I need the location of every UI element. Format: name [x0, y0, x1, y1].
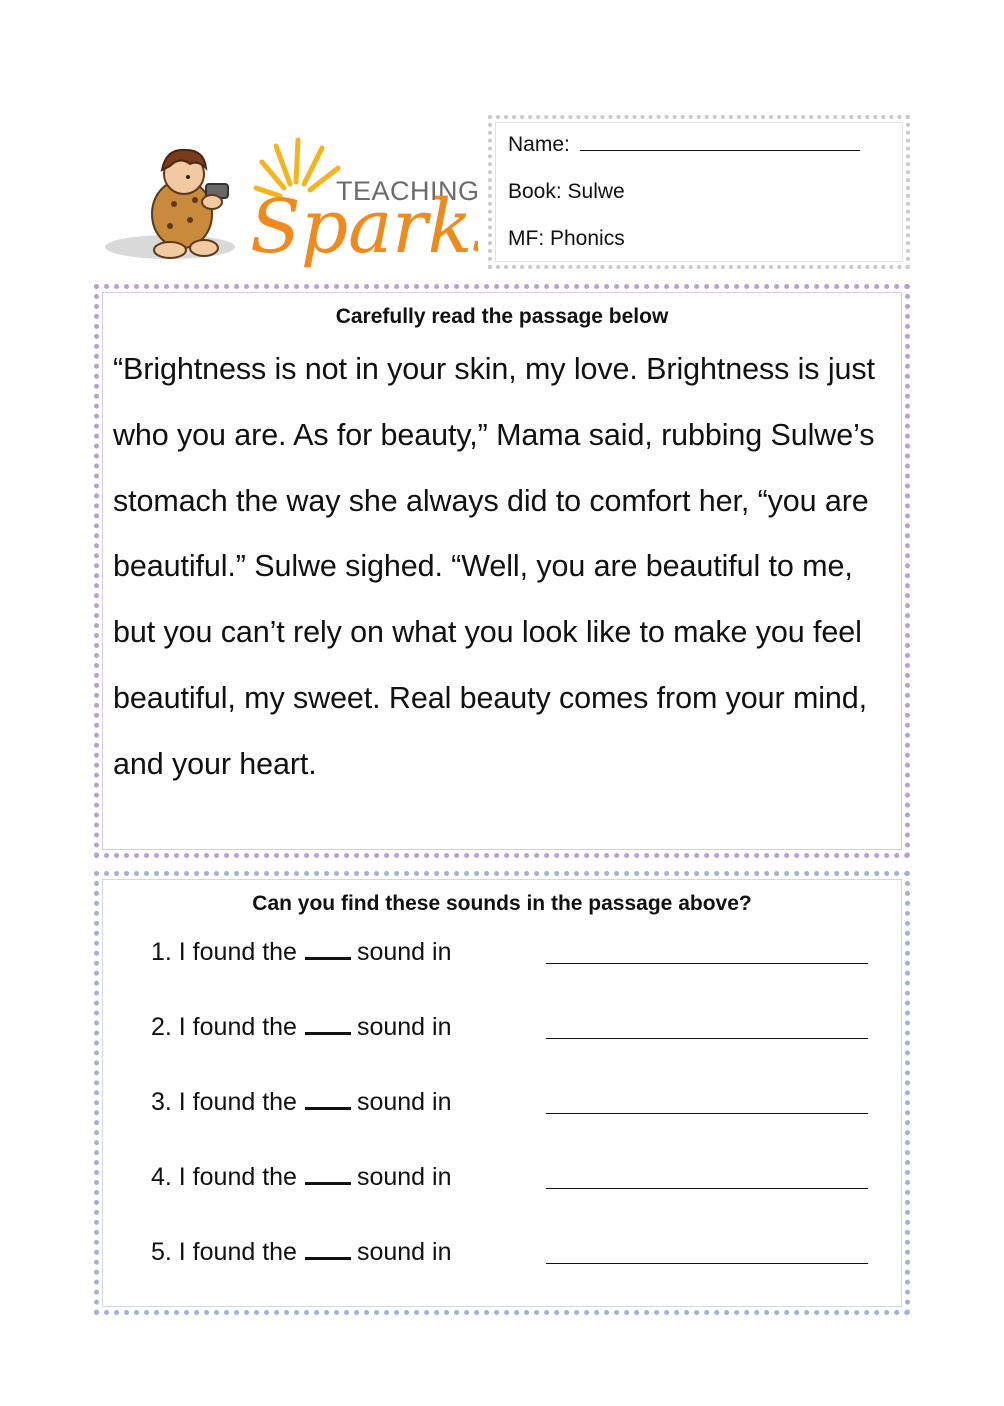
question-suffix: sound in: [356, 1163, 452, 1191]
question-item: [99, 1086, 905, 1161]
question-suffix: sound in: [356, 1013, 452, 1041]
question-item: [99, 1161, 905, 1236]
question-suffix: sound in: [356, 938, 452, 966]
book-label: Book: Sulwe: [508, 180, 625, 203]
questions-list: [99, 936, 905, 1311]
passage-box: [94, 284, 910, 858]
questions-box: [94, 871, 910, 1315]
question-prefix: 2. I found the: [151, 1013, 297, 1041]
sound-blank[interactable]: [305, 1240, 351, 1260]
answer-line[interactable]: [546, 1188, 868, 1189]
name-blank[interactable]: [580, 133, 860, 151]
logo-sparks-text: Spark: [250, 184, 473, 270]
question-suffix: sound in: [356, 1088, 452, 1116]
logo-graphic: [100, 122, 478, 272]
name-label: Name:: [508, 133, 576, 156]
passage-text: “Brightness is not in your skin, my love. Brightness is just who you are. As for beauty,” Mama said, rubbing Sulwe’s stomach the way she always did to comfort her, “you are beautiful.” Sulwe sighed. “Well, you are beautiful to me, but you can’t rely on what you look like to make you feel beautiful, my sweet. Real beauty comes from your mind, and your heart.: [113, 352, 875, 781]
question-prefix: 5. I found the: [151, 1238, 297, 1266]
question-prefix: 3. I found the: [151, 1088, 297, 1116]
sound-blank[interactable]: [305, 1165, 351, 1185]
answer-line[interactable]: [546, 1038, 868, 1039]
question-prefix: 4. I found the: [151, 1163, 297, 1191]
answer-line[interactable]: [546, 963, 868, 964]
name-line: [508, 133, 906, 157]
teaching-sparks-logo: [100, 122, 478, 272]
sound-blank[interactable]: [305, 940, 351, 960]
passage-heading: Carefully read the passage below: [335, 305, 669, 328]
question-suffix: sound in: [356, 1238, 452, 1266]
student-info-box: [488, 115, 910, 269]
answer-line[interactable]: [546, 1113, 868, 1114]
sound-blank[interactable]: [305, 1015, 351, 1035]
mf-label: MF: Phonics: [508, 227, 625, 250]
question-item: [99, 936, 905, 1011]
answer-line[interactable]: [546, 1263, 868, 1264]
questions-heading: Can you find these sounds in the passage above?: [252, 892, 752, 915]
question-prefix: 1. I found the: [151, 938, 297, 966]
logo-teaching-text: TEACHING: [336, 176, 478, 206]
question-item: [99, 1236, 905, 1311]
sound-blank[interactable]: [305, 1090, 351, 1110]
question-item: [99, 1011, 905, 1086]
